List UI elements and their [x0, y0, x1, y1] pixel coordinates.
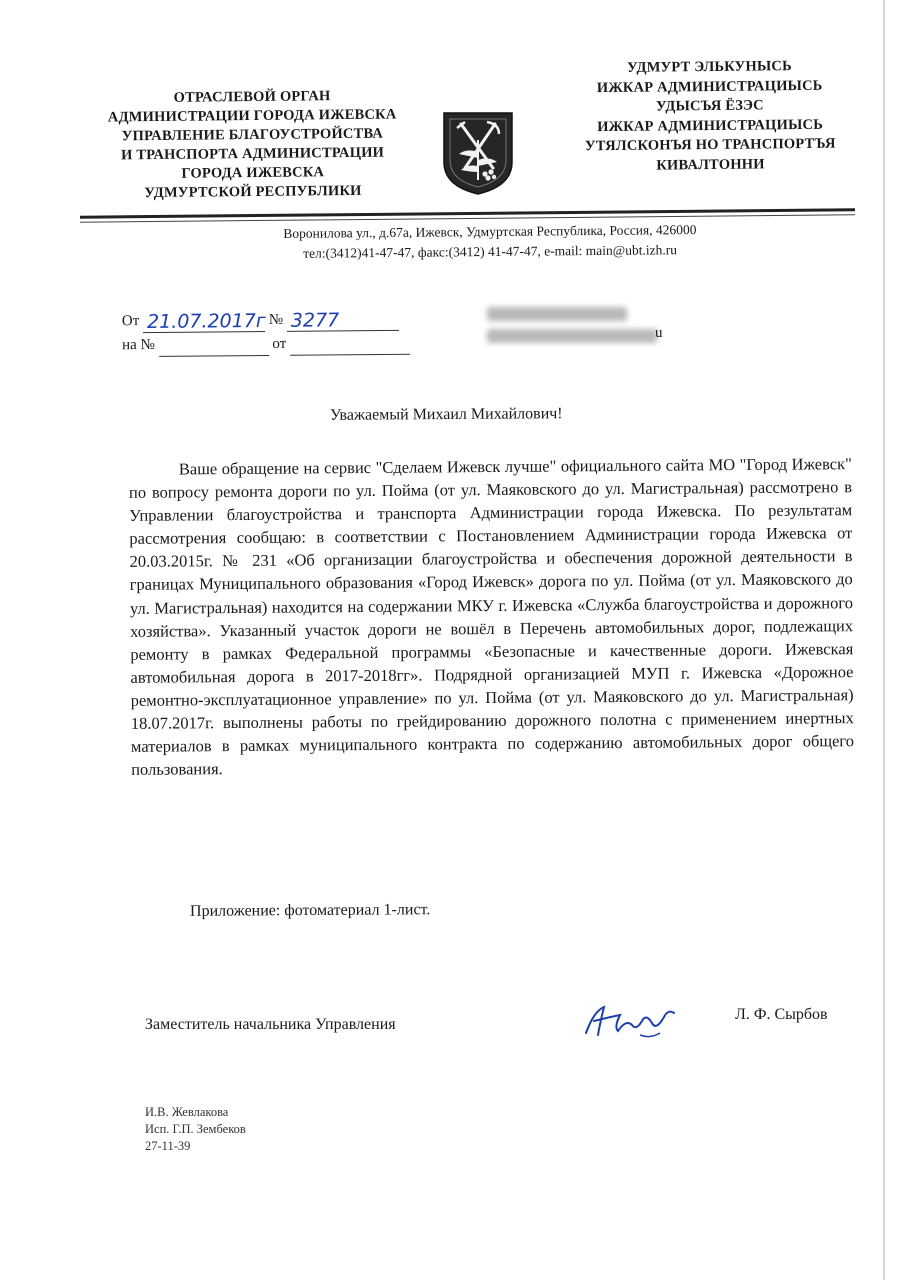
ref-number-field	[159, 335, 269, 357]
ref-date-field	[290, 334, 410, 356]
ref-label: на №	[122, 336, 155, 354]
header-right-line: УДЫСЪЯ ЁЗЭС	[655, 97, 764, 115]
header-right-line: ИЖКАР АДМИНИСТРАЦИЫСЬ	[597, 116, 824, 135]
address-line: Воронилова ул., д.67а, Ижевск, Удмуртская Республика, Россия, 426000	[283, 222, 697, 241]
header-left-line: УПРАВЛЕНИЕ БЛАГОУСТРОЙСТВА	[121, 125, 384, 145]
phone-line: тел:(3412)41-47-47, факс:(3412) 41-47-47, e-mail: main@ubt.izh.ru	[303, 242, 677, 261]
redacted-name-blur	[487, 307, 627, 321]
registration-row-outgoing	[122, 307, 410, 334]
recipient-redacted	[487, 305, 667, 349]
handwritten-signature	[580, 995, 680, 1045]
header-right-udmurt	[559, 56, 860, 176]
header-right-line: КИВАЛТОННИ	[656, 155, 765, 174]
registration-row-reference	[122, 331, 410, 358]
handwritten-number: 3277	[290, 309, 340, 332]
recipient-email-tail: u	[655, 325, 663, 341]
number-field	[287, 310, 399, 332]
footer-line: 27-11-39	[145, 1139, 191, 1153]
izhevsk-coat-of-arms-icon	[441, 110, 515, 196]
date-field	[143, 311, 265, 333]
executor-footer	[145, 1104, 246, 1155]
page-edge-shadow	[883, 0, 885, 1280]
header-left-line: ГОРОДА ИЖЕВСКА	[181, 164, 325, 182]
header-left-line: ОТРАСЛЕВОЙ ОРГАН	[173, 88, 331, 106]
redacted-email-blur	[487, 329, 657, 343]
header-right-line: УТЯЛСКОНЪЯ НО ТРАНСПОРТЪЯ	[584, 135, 836, 155]
body-paragraph: Ваше обращение на сервис "Сделаем Ижевск лучше" официального сайта МО "Город Ижевск" по вопросу ремонта дороги по ул. Пойма (от ул. Маяковского до ул. Магистральная) рассмотрено в Управлении благоустройства и транспорта Администрации города Ижевска. По результатам рассмотрения сообщаю: в соответствии с Постановлением Администрации города Ижевска от 20.03.2015г. № 231 «Об организации благоустройства и обеспечения дорожной деятельности в границах Муниципального образования «Город Ижевск» дорога по ул. Пойма (от ул. Маяковского до ул. Магистральная) находится на содержании МКУ г. Ижевска «Служба благоустройства и дорожного хозяйства». Указанный участок дороги не вошёл в Перечень автомобильных дорог, подлежащих ремонту в рамках Федеральной программы «Безопасные и качественные дороги. Ижевская автомобильная дорога в 2017-2018гг». Подрядной организацией МУП г. Ижевска «Дорожное ремонтно-эксплуатационное управление» по ул. Пойма (от ул. Маяковского до ул. Магистральная) 18.07.2017г. выполнены работы по грейдированию дорожного полотна с применением инертных материалов в рамках муниципального контракта по содержанию автомобильных дорог общего пользования.	[128, 454, 855, 780]
from-label: От	[121, 313, 140, 330]
header-left-russian	[79, 86, 425, 204]
header-left-line: АДМИНИСТРАЦИИ ГОРОДА ИЖЕВСКА	[107, 106, 397, 126]
appendix-note: Приложение: фотоматериал 1-лист.	[189, 901, 431, 920]
number-label: №	[268, 311, 284, 328]
salutation: Уважаемый Михаил Михайлович!	[329, 405, 563, 424]
signatory-name: Л. Ф. Сырбов	[735, 1006, 828, 1023]
signatory-title: Заместитель начальника Управления	[145, 1016, 396, 1033]
header-right-line: УДМУРТ ЭЛЬКУНЫСЬ	[627, 58, 792, 76]
header-left-line: УДМУРТСКОЙ РЕСПУБЛИКИ	[144, 182, 362, 202]
header-right-line: ИЖКАР АДМИНИСТРАЦИЫСЬ	[596, 77, 823, 96]
letter-body	[129, 452, 855, 781]
registration-block	[122, 307, 410, 358]
header-left-line: И ТРАНСПОРТА АДМИНИСТРАЦИИ	[120, 144, 385, 164]
footer-line: Исп. Г.П. Зембеков	[145, 1122, 246, 1136]
contact-block	[180, 219, 800, 265]
handwritten-date: 21.07.2017г	[146, 310, 266, 334]
footer-line: И.В. Жевлакова	[145, 1105, 229, 1119]
ref-from-label: от	[272, 335, 287, 352]
